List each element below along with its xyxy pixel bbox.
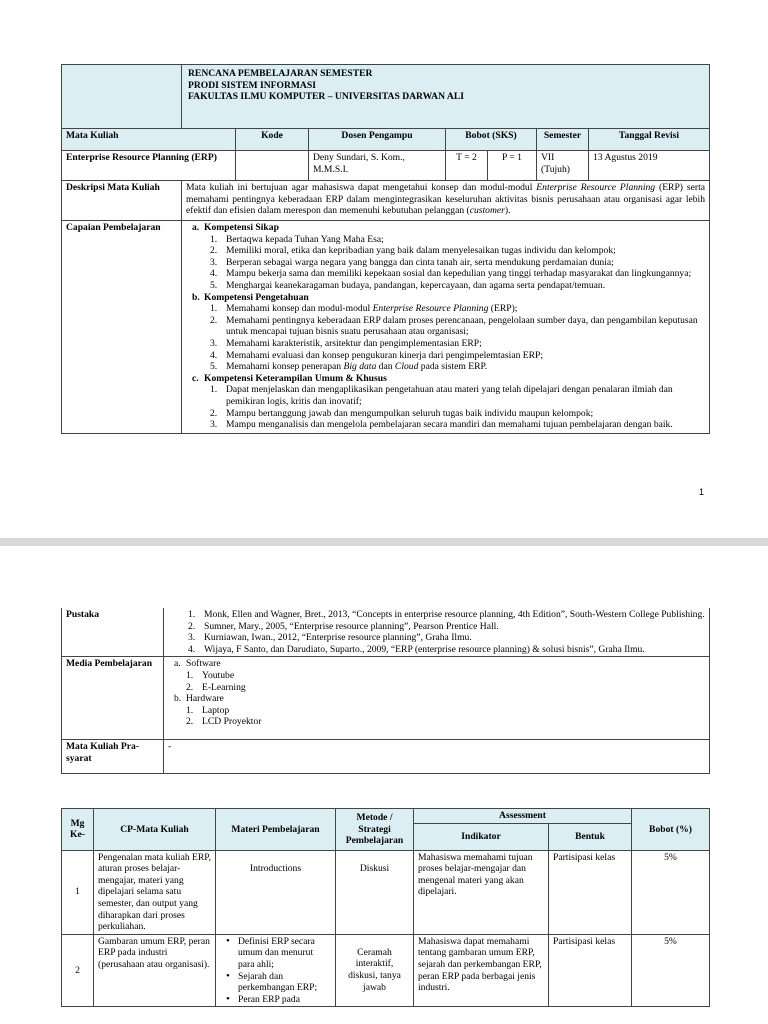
list-item: 1. Youtube (186, 669, 235, 681)
list-item: 4. Memahami evaluasi dan konsep pengukuran kinerja dari pengimpelemtasian ERP; (210, 349, 544, 361)
row-indikator: Mahasiswa memahami tujuan proses belajar-mengajar dan mengenal materi yang akan dipelajari. (414, 850, 549, 934)
pustaka-item: 1. Monk, Ellen and Wagner, Bret., 2013, “Concepts in enterprise resource planning, 4th Edition”, South-Western College Publishing. (188, 609, 705, 620)
rps-info-table (61, 608, 710, 774)
list-item: 1. Dapat menjelaskan dan mengaplikasikan pengetahuan atau materi yang telah dipelajari dengan penalaran ilmiah dan pemikiran logis, kritis dan inovatif; (210, 384, 673, 407)
col-bobot: Bobot (%) (632, 809, 710, 851)
title-line-1: RENCANA PEMBELAJARAN SEMESTER (188, 68, 373, 79)
list-item: • Definisi ERP secara umum dan menurut para ahli; (224, 936, 331, 971)
list-item: 3. Memahami karakteristik, arsitektur dan pengimplementasian ERP; (210, 337, 482, 349)
table-row (62, 934, 710, 1007)
col-cp: CP-Mata Kuliah (94, 809, 216, 851)
course-semester: VII (Tujuh) (537, 151, 589, 181)
deskripsi-label: Deskripsi Mata Kuliah (62, 181, 182, 221)
row-bentuk: Partisipasi kelas (549, 934, 632, 1007)
col-tanggal: Tanggal Revisi (589, 129, 710, 151)
rps-header-table (61, 64, 710, 434)
list-item: 2. E-Learning (186, 681, 246, 693)
row-metode: Diskusi (336, 850, 414, 934)
pustaka-item: 3. Kurniawan, Iwan., 2012, “Enterprise resource planning”, Graha Ilmu. (188, 632, 472, 644)
kompetensi-sikap: a. Kompetensi Sikap 1. Bertaqwa kepada Tuhan Yang Maha Esa; 2. Memiliki moral, etika dan kepribadian yang baik dalam menyelesaikan tugas individu dan kelompok; 3. Berperan sebagai warga negara yang bangga dan cinta tanah air, serta mendukung perdamaian dunia; 4. Mampu bekerja sama dan memiliki kepekaan sosial dan kepedulian yang tinggi terhadap masyarakat dan lingkungannya; 5. Menghargai keanekaragaman budaya, pandangan, kepercayaan, dan agama serta pendapat/temuan. (192, 222, 705, 292)
title-line-3: FAKULTAS ILMU KOMPUTER – UNIVERSITAS DARWAN ALI (188, 91, 464, 103)
row-mg: 2 (62, 934, 94, 1007)
prasyarat-label: Mata Kuliah Pra-syarat (62, 739, 164, 773)
document-title (182, 65, 710, 129)
list-item: • Peran ERP pada (224, 994, 331, 1006)
course-name: Enterprise Resource Planning (ERP) (62, 151, 236, 181)
row-bobot: 5% (632, 934, 710, 1007)
row-cp: Gambaran umum ERP, peran ERP pada industri (perusahaan atau organisasi). (94, 934, 216, 1007)
list-item: 2. Memiliki moral, etika dan kepribadian yang baik dalam menyelesaikan tugas individu dan kelompok; (210, 245, 616, 257)
row-mg: 1 (62, 850, 94, 934)
kompetensi-pengetahuan: b. Kompetensi Pengetahuan 1. Memahami konsep dan modul-modul Enterprise Resource Planning (ERP); 2. Memahami pentingnya keberadaan ERP dalam proses perencanaan, pengelolaan sumber daya, dan pengambilan keputusan untuk mencapai tujuan bisnis suatu perusahaan atau organisasi; 3. Memahami karakteristik, arsitektur dan pengimplementasian ERP; 4. Memahami evaluasi dan konsep pengukuran kinerja dari pengimpelemtasian ERP; 5. Memahami konsep penerapan Big data dan Cloud pada sistem ERP. (192, 292, 705, 373)
deskripsi-text: Mata kuliah ini bertujuan agar mahasiswa dapat mengetahui konsep dan modul-modul Enterprise Resource Planning (ERP) serta memahami pentingnya keberadaan ERP dalam mengintegrasikan keseluruhan aktivitas bisnis perusahaan atau organisasi agar lebih efektif dan efisien dalam merespon dan memenuhi kebutuhan pelanggan (customer). (182, 181, 710, 221)
col-kode: Kode (236, 129, 309, 151)
page-2 (0, 546, 768, 1024)
row-indikator: Mahasiswa dapat memahami tentang gambaran umum ERP, sejarah dan perkembangan ERP, peran ERP pada berbagai jenis industri. (414, 934, 549, 1007)
capaian-content (182, 221, 710, 434)
list-item: 1. Bertaqwa kepada Tuhan Yang Maha Esa; (210, 233, 384, 245)
pustaka-item: 2. Sumner, Mary., 2005, “Enterprise resource planning”, Pearson Prentice Hall. (188, 620, 499, 632)
list-item: 2. LCD Proyektor (186, 716, 262, 728)
row-cp: Pengenalan mata kuliah ERP, aturan proses belajar-mengajar, materi yang dipelajari selama satu semester, dan output yang diharapkan dari proses perkuliahan. (94, 850, 216, 934)
list-item: 4. Mampu bekerja sama dan memiliki kepekaan sosial dan kepedulian yang tinggi terhadap masyarakat dan lingkungannya; (210, 268, 692, 280)
media-label: Media Pembelajaran (62, 657, 164, 740)
list-item: 3. Berperan sebagai warga negara yang bangga dan cinta tanah air, serta mendukung perdamaian dunia; (210, 256, 614, 268)
col-assessment: Assessment (414, 809, 632, 824)
row-bobot: 5% (632, 850, 710, 934)
capaian-label: Capaian Pembelajaran (62, 221, 182, 434)
list-item: 1. Memahami konsep dan modul-modul Enterprise Resource Planning (ERP); (210, 303, 518, 315)
row-bentuk: Partisipasi kelas (549, 850, 632, 934)
list-item: 1. Laptop (186, 704, 230, 716)
pustaka-label: Pustaka (62, 608, 164, 657)
logo-cell (62, 65, 182, 129)
list-item: 2. Mampu bertanggung jawab dan mengumpulkan seluruh tugas baik individu maupun kelompok; (210, 407, 594, 419)
page-number: 1 (698, 487, 704, 497)
media-content: a. Software 1. Youtube 2. E-Learning b. Hardware 1. Laptop 2. LCD Proyektor (164, 657, 710, 740)
col-mg: Mg Ke- (62, 809, 94, 851)
row-materi: Introductions (216, 850, 336, 934)
course-tanggal: 13 Agustus 2019 (589, 151, 710, 181)
col-indikator: Indikator (414, 823, 549, 850)
list-item: 5. Menghargai keanekaragaman budaya, pandangan, kepercayaan, dan agama serta pendapat/temuan. (210, 279, 606, 291)
course-kode (236, 151, 309, 181)
col-bobot: Bobot (SKS) (446, 129, 537, 151)
list-item: 2. Memahami pentingnya keberadaan ERP dalam proses perencanaan, pengelolaan sumber daya, dan pengambilan keputusan untuk mencapai tujuan bisnis suatu perusahaan atau organisasi; (210, 314, 698, 338)
prasyarat-value: - (164, 739, 710, 773)
course-bobot-p: P = 1 (488, 151, 537, 181)
course-dosen: Deny Sundari, S. Kom., M.M.S.I. (309, 151, 446, 181)
kompetensi-keterampilan: c. Kompetensi Keterampilan Umum & Khusus 1. Dapat menjelaskan dan mengaplikasikan pengetahuan atau materi yang telah dipelajari dengan penalaran ilmiah dan pemikiran logis, kritis dan inovatif; 2. Mampu bertanggung jawab dan mengumpulkan seluruh tugas baik individu maupun kelompok; 3. Mampu menganalisis dan mengelola pembelajaran secara mandiri dan memahami tujuan pembelajaran dengan baik. (192, 373, 705, 431)
schedule-table (61, 808, 710, 1007)
course-bobot-t: T = 2 (446, 151, 488, 181)
col-dosen: Dosen Pengampu (309, 129, 446, 151)
col-semester: Semester (537, 129, 589, 151)
col-bentuk: Bentuk (549, 823, 632, 850)
col-mata-kuliah: Mata Kuliah (62, 129, 236, 151)
list-item: • Sejarah dan perkembangan ERP; (224, 971, 331, 994)
title-line-2: PRODI SISTEM INFORMASI (188, 79, 316, 91)
pustaka-content (164, 608, 710, 657)
table-row (62, 850, 710, 934)
list-item: 3. Mampu menganalisis dan mengelola pembelajaran secara mandiri dan memahami tujuan pembelajaran dengan baik. (210, 419, 673, 431)
col-materi: Materi Pembelajaran (216, 809, 336, 851)
col-metode: Metode / Strategi Pembelajaran (336, 809, 414, 851)
row-metode: Ceramah interaktif, diskusi, tanya jawab (336, 934, 414, 1007)
list-item: 5. Memahami konsep penerapan Big data dan Cloud pada sistem ERP. (210, 361, 488, 373)
pustaka-item: 4. Wijaya, F Santo, dan Darudiato, Suparto., 2009, “ERP (enterprise resource planning) & solusi bisnis”, Graha Ilmu. (188, 643, 645, 655)
row-materi (216, 934, 336, 1007)
